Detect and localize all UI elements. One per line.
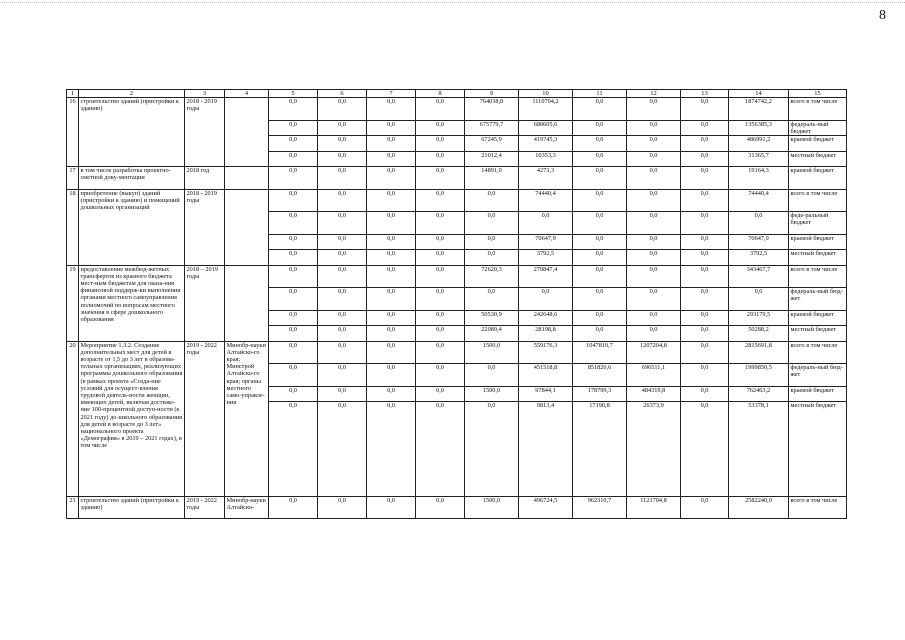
row-number-cell: 17 xyxy=(67,166,79,189)
amount-cell: 0,0 xyxy=(318,364,367,387)
amount-cell: 0,0 xyxy=(573,136,627,151)
amount-cell: 0,0 xyxy=(318,212,367,235)
amount-cell: 0,0 xyxy=(573,151,627,166)
column-number-cell: 4 xyxy=(225,90,269,98)
amount-cell: 0,0 xyxy=(416,265,465,288)
program-table xyxy=(66,89,847,519)
amount-cell: 0,0 xyxy=(416,364,465,387)
amount-cell: 19164,3 xyxy=(729,166,789,189)
amount-cell: 0,0 xyxy=(681,496,729,519)
amount-cell: 0,0 xyxy=(367,402,416,497)
amount-cell: 0,0 xyxy=(681,120,729,135)
amount-cell: 1999850,5 xyxy=(729,364,789,387)
column-number-cell: 13 xyxy=(681,90,729,98)
amount-cell: 2582240,0 xyxy=(729,496,789,519)
amount-cell: 14891,0 xyxy=(465,166,519,189)
table-row xyxy=(67,166,847,189)
executor-cell xyxy=(225,265,269,341)
amount-cell: 0,0 xyxy=(729,212,789,235)
column-number-cell: 8 xyxy=(416,90,465,98)
column-number-cell: 5 xyxy=(269,90,318,98)
amount-cell: 70647,9 xyxy=(519,234,573,249)
amount-cell: 0,0 xyxy=(367,189,416,212)
amount-cell: 0,0 xyxy=(416,166,465,189)
amount-cell: 97844,1 xyxy=(519,386,573,401)
activity-name-cell: строительство зданий (пристройки к зданию) xyxy=(79,98,185,167)
amount-cell: 0,0 xyxy=(269,364,318,387)
amount-cell: 0,0 xyxy=(681,341,729,364)
amount-cell: 0,0 xyxy=(681,402,729,497)
amount-cell: 0,0 xyxy=(573,234,627,249)
amount-cell: 0,0 xyxy=(269,402,318,497)
table-row xyxy=(67,98,847,121)
amount-cell: 0,0 xyxy=(681,364,729,387)
amount-cell: 72620,3 xyxy=(465,265,519,288)
amount-cell: 0,0 xyxy=(416,288,465,311)
amount-cell: 0,0 xyxy=(416,234,465,249)
amount-cell: 0,0 xyxy=(681,234,729,249)
amount-cell: 0,0 xyxy=(269,250,318,265)
amount-cell: 559176,3 xyxy=(519,341,573,364)
amount-cell: 1500,0 xyxy=(465,386,519,401)
executor-cell: Минобр-науки Алтайско-го края; Минстрой Алтайско-го края; органы местного само-управле-ния xyxy=(225,341,269,496)
amount-cell: 0,0 xyxy=(627,166,681,189)
row-number-cell: 20 xyxy=(67,341,79,496)
amount-cell: 0,0 xyxy=(367,265,416,288)
amount-cell: 0,0 xyxy=(318,98,367,121)
amount-cell: 0,0 xyxy=(729,288,789,311)
scan-edge-line xyxy=(0,2,905,3)
amount-cell: 680605,6 xyxy=(519,120,573,135)
amount-cell: 0,0 xyxy=(681,250,729,265)
amount-cell: 762463,2 xyxy=(729,386,789,401)
amount-cell: 0,0 xyxy=(269,234,318,249)
row-number-cell: 16 xyxy=(67,98,79,167)
amount-cell: 0,0 xyxy=(367,364,416,387)
column-number-cell: 1 xyxy=(67,90,79,98)
amount-cell: 0,0 xyxy=(367,166,416,189)
amount-cell: 74440,4 xyxy=(729,189,789,212)
amount-cell: 0,0 xyxy=(269,212,318,235)
amount-cell: 0,0 xyxy=(627,250,681,265)
executor-cell xyxy=(225,98,269,167)
funding-source-cell: федераль-ный бюджет xyxy=(789,120,847,135)
amount-cell: 0,0 xyxy=(573,166,627,189)
amount-cell: 0,0 xyxy=(318,386,367,401)
amount-cell: 22089,4 xyxy=(465,326,519,341)
amount-cell: 0,0 xyxy=(681,151,729,166)
amount-cell: 0,0 xyxy=(269,189,318,212)
amount-cell: 0,0 xyxy=(318,136,367,151)
amount-cell: 0,0 xyxy=(627,212,681,235)
amount-cell: 0,0 xyxy=(367,496,416,519)
page-number: 8 xyxy=(879,8,886,23)
amount-cell: 0,0 xyxy=(416,250,465,265)
amount-cell: 178799,3 xyxy=(573,386,627,401)
funding-source-cell: федераль-ный бюд-жет xyxy=(789,364,847,387)
amount-cell: 0,0 xyxy=(318,496,367,519)
column-number-cell: 12 xyxy=(627,90,681,98)
amount-cell: 28198,8 xyxy=(519,326,573,341)
amount-cell: 9813,4 xyxy=(519,402,573,497)
amount-cell: 486991,2 xyxy=(729,136,789,151)
amount-cell: 451518,8 xyxy=(519,364,573,387)
amount-cell: 0,0 xyxy=(465,364,519,387)
amount-cell: 0,0 xyxy=(269,341,318,364)
column-number-cell: 15 xyxy=(789,90,847,98)
amount-cell: 0,0 xyxy=(681,189,729,212)
period-cell: 2018 - 2019 годы xyxy=(185,189,225,265)
row-number-cell: 21 xyxy=(67,496,79,519)
amount-cell: 0,0 xyxy=(318,151,367,166)
amount-cell: 0,0 xyxy=(269,98,318,121)
amount-cell: 0,0 xyxy=(681,386,729,401)
funding-source-cell: краевой бюджет xyxy=(789,166,847,189)
period-cell: 2018 – 2019 годы xyxy=(185,265,225,341)
column-number-cell: 7 xyxy=(367,90,416,98)
funding-source-cell: краевой бюджет xyxy=(789,386,847,401)
activity-name-cell: приобретение (выкуп) зданий (пристройки к зданию) и помещений дошкольных организаций xyxy=(79,189,185,265)
amount-cell: 1207204,8 xyxy=(627,341,681,364)
funding-source-cell: местный бюджет xyxy=(789,151,847,166)
amount-cell: 0,0 xyxy=(269,288,318,311)
amount-cell: 0,0 xyxy=(465,212,519,235)
amount-cell: 53378,1 xyxy=(729,402,789,497)
amount-cell: 2815691,8 xyxy=(729,341,789,364)
amount-cell: 962310,7 xyxy=(573,496,627,519)
amount-cell: 0,0 xyxy=(627,120,681,135)
amount-cell: 0,0 xyxy=(465,288,519,311)
amount-cell: 0,0 xyxy=(269,166,318,189)
amount-cell: 0,0 xyxy=(627,310,681,325)
amount-cell: 0,0 xyxy=(416,310,465,325)
amount-cell: 0,0 xyxy=(269,310,318,325)
amount-cell: 0,0 xyxy=(367,212,416,235)
table-row xyxy=(67,496,847,519)
amount-cell: 0,0 xyxy=(318,166,367,189)
amount-cell: 0,0 xyxy=(416,386,465,401)
activity-name-cell: в том числе разработка проектно-сметной доку-ментации xyxy=(79,166,185,189)
funding-source-cell: всего в том числе xyxy=(789,98,847,121)
amount-cell: 0,0 xyxy=(519,288,573,311)
amount-cell: 3792,5 xyxy=(729,250,789,265)
amount-cell: 0,0 xyxy=(416,212,465,235)
column-number-cell: 6 xyxy=(318,90,367,98)
amount-cell: 1500,0 xyxy=(465,341,519,364)
amount-cell: 10353,3 xyxy=(519,151,573,166)
amount-cell: 0,0 xyxy=(573,250,627,265)
amount-cell: 0,0 xyxy=(681,98,729,121)
amount-cell: 0,0 xyxy=(367,120,416,135)
amount-cell: 67245,9 xyxy=(465,136,519,151)
amount-cell: 0,0 xyxy=(416,496,465,519)
amount-cell: 1874742,2 xyxy=(729,98,789,121)
amount-cell: 0,0 xyxy=(367,288,416,311)
amount-cell: 0,0 xyxy=(573,310,627,325)
amount-cell: 0,0 xyxy=(367,136,416,151)
funding-source-cell: краевой бюджет xyxy=(789,310,847,325)
period-cell: 2019 - 2022 годы xyxy=(185,496,225,519)
column-number-cell: 11 xyxy=(573,90,627,98)
amount-cell: 0,0 xyxy=(367,98,416,121)
amount-cell: 50530,9 xyxy=(465,310,519,325)
executor-cell xyxy=(225,166,269,189)
amount-cell: 0,0 xyxy=(367,326,416,341)
amount-cell: 0,0 xyxy=(416,189,465,212)
funding-source-cell: всего в том числе xyxy=(789,496,847,519)
amount-cell: 3792,5 xyxy=(519,250,573,265)
amount-cell: 0,0 xyxy=(681,288,729,311)
amount-cell: 0,0 xyxy=(627,189,681,212)
amount-cell: 0,0 xyxy=(681,310,729,325)
table-header-row xyxy=(67,90,847,98)
period-cell: 2018 - 2019 годы xyxy=(185,98,225,167)
row-number-cell: 18 xyxy=(67,189,79,265)
amount-cell: 0,0 xyxy=(465,189,519,212)
amount-cell: 0,0 xyxy=(519,212,573,235)
column-number-cell: 2 xyxy=(79,90,185,98)
amount-cell: 0,0 xyxy=(627,326,681,341)
amount-cell: 0,0 xyxy=(465,234,519,249)
amount-cell: 0,0 xyxy=(627,234,681,249)
amount-cell: 242648,6 xyxy=(519,310,573,325)
funding-source-cell: всего в том числе xyxy=(789,265,847,288)
amount-cell: 0,0 xyxy=(367,386,416,401)
amount-cell: 26373,9 xyxy=(627,402,681,497)
period-cell: 2019 - 2022 годы xyxy=(185,341,225,496)
table-row xyxy=(67,265,847,288)
amount-cell: 4273,3 xyxy=(519,166,573,189)
amount-cell: 31365,7 xyxy=(729,151,789,166)
funding-source-cell: местный бюджет xyxy=(789,250,847,265)
amount-cell: 0,0 xyxy=(627,98,681,121)
amount-cell: 0,0 xyxy=(269,326,318,341)
amount-cell: 0,0 xyxy=(367,250,416,265)
amount-cell: 0,0 xyxy=(573,212,627,235)
amount-cell: 1356385,3 xyxy=(729,120,789,135)
amount-cell: 0,0 xyxy=(367,151,416,166)
amount-cell: 764038,0 xyxy=(465,98,519,121)
funding-source-cell: краевой бюджет xyxy=(789,136,847,151)
amount-cell: 0,0 xyxy=(681,166,729,189)
table-row xyxy=(67,189,847,212)
funding-source-cell: федераль-ный бюд-жет xyxy=(789,288,847,311)
amount-cell: 0,0 xyxy=(269,265,318,288)
amount-cell: 0,0 xyxy=(318,120,367,135)
amount-cell: 0,0 xyxy=(367,310,416,325)
amount-cell: 0,0 xyxy=(416,120,465,135)
amount-cell: 0,0 xyxy=(681,265,729,288)
amount-cell: 419745,3 xyxy=(519,136,573,151)
amount-cell: 0,0 xyxy=(681,212,729,235)
amount-cell: 0,0 xyxy=(681,326,729,341)
amount-cell: 0,0 xyxy=(465,402,519,497)
amount-cell: 0,0 xyxy=(269,120,318,135)
amount-cell: 0,0 xyxy=(318,288,367,311)
amount-cell: 0,0 xyxy=(416,136,465,151)
amount-cell: 696511,1 xyxy=(627,364,681,387)
funding-source-cell: краевой бюджет xyxy=(789,234,847,249)
amount-cell: 0,0 xyxy=(416,151,465,166)
amount-cell: 1110704,2 xyxy=(519,98,573,121)
amount-cell: 0,0 xyxy=(681,136,729,151)
amount-cell: 17190,8 xyxy=(573,402,627,497)
amount-cell: 1121704,8 xyxy=(627,496,681,519)
amount-cell: 50288,2 xyxy=(729,326,789,341)
amount-cell: 70647,9 xyxy=(729,234,789,249)
amount-cell: 0,0 xyxy=(269,386,318,401)
column-number-cell: 10 xyxy=(519,90,573,98)
amount-cell: 343467,7 xyxy=(729,265,789,288)
amount-cell: 0,0 xyxy=(367,341,416,364)
amount-cell: 0,0 xyxy=(573,189,627,212)
amount-cell: 0,0 xyxy=(416,402,465,497)
amount-cell: 0,0 xyxy=(627,136,681,151)
period-cell: 2018 год xyxy=(185,166,225,189)
amount-cell: 0,0 xyxy=(416,341,465,364)
amount-cell: 0,0 xyxy=(416,326,465,341)
amount-cell: 496724,5 xyxy=(519,496,573,519)
funding-source-cell: всего в том числе xyxy=(789,341,847,364)
amount-cell: 0,0 xyxy=(367,234,416,249)
amount-cell: 0,0 xyxy=(465,250,519,265)
activity-name-cell: Мероприятие 1.3.2. Создание дополнительных мест для детей в возрасте от 1,5 до 3 лет в образова-тельных организациях, реализующих программы дошкольного образования (в рамках проекта «Созда-ние условий для осущест-вления трудовой деятель-ности женщин, имеющих детей, включая достиже-ние 100-процентной доступ-ности (к 2021 году) до-школьного образования для детей в возрасте до 3 лет» национального проекта «Демография» в 2019 – 2021 годах), в том числе xyxy=(79,341,185,496)
table-row xyxy=(67,341,847,364)
amount-cell: 0,0 xyxy=(318,341,367,364)
amount-cell: 0,0 xyxy=(627,288,681,311)
amount-cell: 21012,4 xyxy=(465,151,519,166)
amount-cell: 0,0 xyxy=(318,189,367,212)
amount-cell: 0,0 xyxy=(318,326,367,341)
amount-cell: 851820,6 xyxy=(573,364,627,387)
amount-cell: 0,0 xyxy=(269,496,318,519)
amount-cell: 0,0 xyxy=(573,120,627,135)
column-number-cell: 9 xyxy=(465,90,519,98)
amount-cell: 0,0 xyxy=(318,234,367,249)
amount-cell: 1500,0 xyxy=(465,496,519,519)
amount-cell: 293179,5 xyxy=(729,310,789,325)
funding-source-cell: всего в том числе xyxy=(789,189,847,212)
column-number-cell: 14 xyxy=(729,90,789,98)
amount-cell: 0,0 xyxy=(573,98,627,121)
amount-cell: 0,0 xyxy=(318,402,367,497)
funding-source-cell: местный бюджет xyxy=(789,326,847,341)
funding-source-cell: феде-ральный бюджет xyxy=(789,212,847,235)
amount-cell: 0,0 xyxy=(573,326,627,341)
amount-cell: 0,0 xyxy=(269,136,318,151)
activity-name-cell: предоставление межбюд-жетных трансфертов из краевого бюджета мест-ным бюджетам для оказа-ния финансовой поддерж-ки выполнения органами местного самоуправления полномочий по вопросам местного значения в сфере дошкольного образования xyxy=(79,265,185,341)
amount-cell: 0,0 xyxy=(318,250,367,265)
amount-cell: 0,0 xyxy=(318,265,367,288)
amount-cell: 0,0 xyxy=(318,310,367,325)
executor-cell: Минобр-науки Алтайско- xyxy=(225,496,269,519)
amount-cell: 0,0 xyxy=(416,98,465,121)
amount-cell: 0,0 xyxy=(573,288,627,311)
amount-cell: 675779,7 xyxy=(465,120,519,135)
amount-cell: 0,0 xyxy=(627,151,681,166)
amount-cell: 0,0 xyxy=(627,265,681,288)
activity-name-cell: строительство зданий (пристройки к зданию) xyxy=(79,496,185,519)
executor-cell xyxy=(225,189,269,265)
amount-cell: 484319,8 xyxy=(627,386,681,401)
funding-source-cell: местный бюджет xyxy=(789,402,847,497)
amount-cell: 74440,4 xyxy=(519,189,573,212)
amount-cell: 270847,4 xyxy=(519,265,573,288)
amount-cell: 0,0 xyxy=(573,265,627,288)
column-number-cell: 3 xyxy=(185,90,225,98)
row-number-cell: 19 xyxy=(67,265,79,341)
amount-cell: 0,0 xyxy=(269,151,318,166)
amount-cell: 1047810,7 xyxy=(573,341,627,364)
